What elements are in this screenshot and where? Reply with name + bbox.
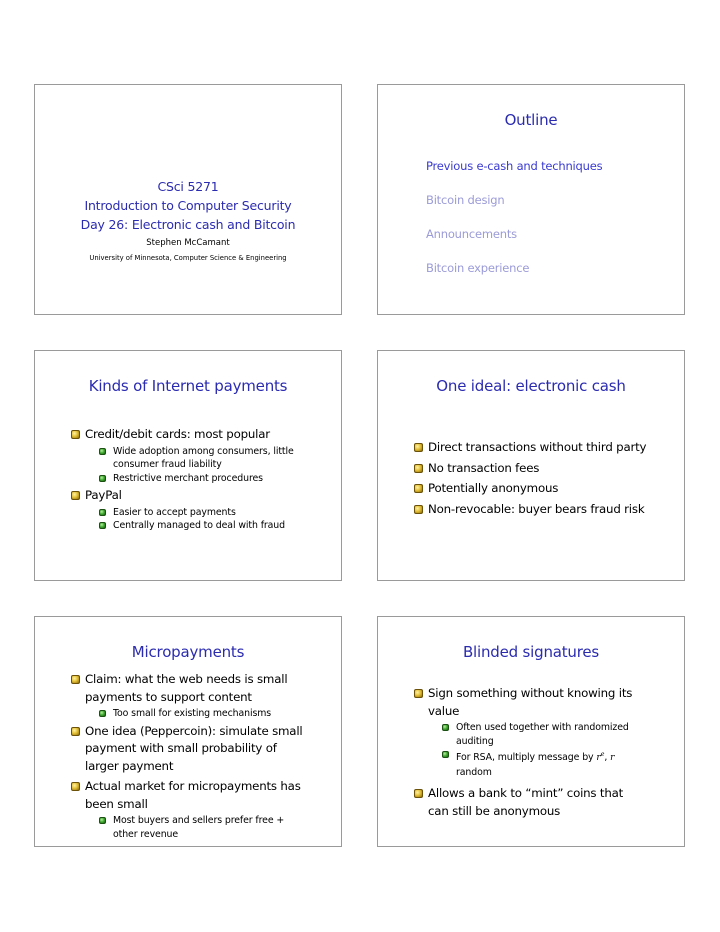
slide-micropayments xyxy=(34,616,342,847)
outline-item: Bitcoin experience xyxy=(426,261,530,275)
title-block xyxy=(35,177,341,262)
bullet-icon xyxy=(71,782,80,791)
author: Stephen McCamant xyxy=(146,238,230,248)
outline-item: Previous e-cash and techniques xyxy=(426,159,603,173)
slide-title xyxy=(34,84,342,315)
outline-item: Announcements xyxy=(426,227,517,241)
bullet-list xyxy=(414,439,676,518)
outline-item: Bitcoin design xyxy=(426,193,505,207)
affiliation: University of Minnesota, Computer Science & Engineering xyxy=(89,254,287,262)
bullet-item: Sign something without knowing its value xyxy=(414,685,644,720)
bullet-icon xyxy=(414,689,423,698)
sub-bullet-item: Centrally managed to deal with fraud xyxy=(99,519,333,533)
sub-bullet-item: Wide adoption among consumers, little consumer fraud liability xyxy=(99,445,333,472)
sub-bullet-item: Often used together with randomized auditing xyxy=(442,721,644,748)
math-r: r xyxy=(610,753,615,763)
sub-bullet-item: Restrictive merchant procedures xyxy=(99,472,333,486)
sub-bullet-icon xyxy=(99,509,106,516)
bullet-item: Non-revocable: buyer bears fraud risk xyxy=(414,501,676,519)
bullet-item: Allows a bank to “mint” coins that can still be anonymous xyxy=(414,785,644,820)
slide-title-heading: Kinds of Internet payments xyxy=(88,377,288,395)
bullet-item: One idea (Peppercoin): simulate small payment with small probability of larger payment xyxy=(71,723,311,776)
bullet-list xyxy=(71,671,311,841)
bullet-item: Direct transactions without third party xyxy=(414,439,676,457)
sub-bullet-icon xyxy=(442,724,449,731)
sub-bullet-icon xyxy=(99,475,106,482)
sub-bullet-icon xyxy=(99,817,106,824)
bullet-item: PayPal xyxy=(71,487,333,505)
bullet-icon xyxy=(414,443,423,452)
sub-bullet-icon xyxy=(99,522,106,529)
sub-bullet-icon xyxy=(99,710,106,717)
bullet-icon xyxy=(71,491,80,500)
bullet-icon xyxy=(71,727,80,736)
bullet-item: Actual market for micropayments has been small xyxy=(71,778,311,813)
slide-outline xyxy=(377,84,685,315)
bullet-icon xyxy=(71,675,80,684)
slide-title-heading: Outline xyxy=(504,111,558,129)
slide-title-heading: Blinded signatures xyxy=(462,643,600,661)
slide-title-heading: One ideal: electronic cash xyxy=(436,377,626,395)
bullet-item: Credit/debit cards: most popular xyxy=(71,426,333,444)
course-number: CSci 5271 xyxy=(157,179,219,194)
sub-bullet-item: For RSA, multiply message by $r^e$, r random xyxy=(442,748,644,779)
course-title: Introduction to Computer Security xyxy=(84,198,292,213)
slide-title-heading: Micropayments xyxy=(131,643,245,661)
sub-bullet-item: Too small for existing mechanisms xyxy=(99,707,311,721)
bullet-item: No transaction fees xyxy=(414,460,676,478)
sub-bullet-icon xyxy=(99,448,106,455)
bullet-icon xyxy=(414,505,423,514)
lecture-title: Day 26: Electronic cash and Bitcoin xyxy=(80,217,296,232)
sub-bullet-item: Most buyers and sellers prefer free + other revenue xyxy=(99,814,293,841)
bullet-icon xyxy=(414,789,423,798)
slide-blinded-signatures xyxy=(377,616,685,847)
bullet-icon xyxy=(414,464,423,473)
bullet-list xyxy=(414,685,644,820)
math-r-to-e: $r^e$ xyxy=(596,750,605,763)
bullet-icon xyxy=(414,484,423,493)
slide-kinds-of-payments xyxy=(34,350,342,581)
sub-bullet-icon xyxy=(442,751,449,758)
outline-list xyxy=(426,159,602,295)
bullet-icon xyxy=(71,430,80,439)
bullet-list xyxy=(71,426,333,533)
slide-electronic-cash xyxy=(377,350,685,581)
sub-bullet-item: Easier to accept payments xyxy=(99,506,333,520)
bullet-item: Potentially anonymous xyxy=(414,480,676,498)
bullet-item: Claim: what the web needs is small payments to support content xyxy=(71,671,311,706)
